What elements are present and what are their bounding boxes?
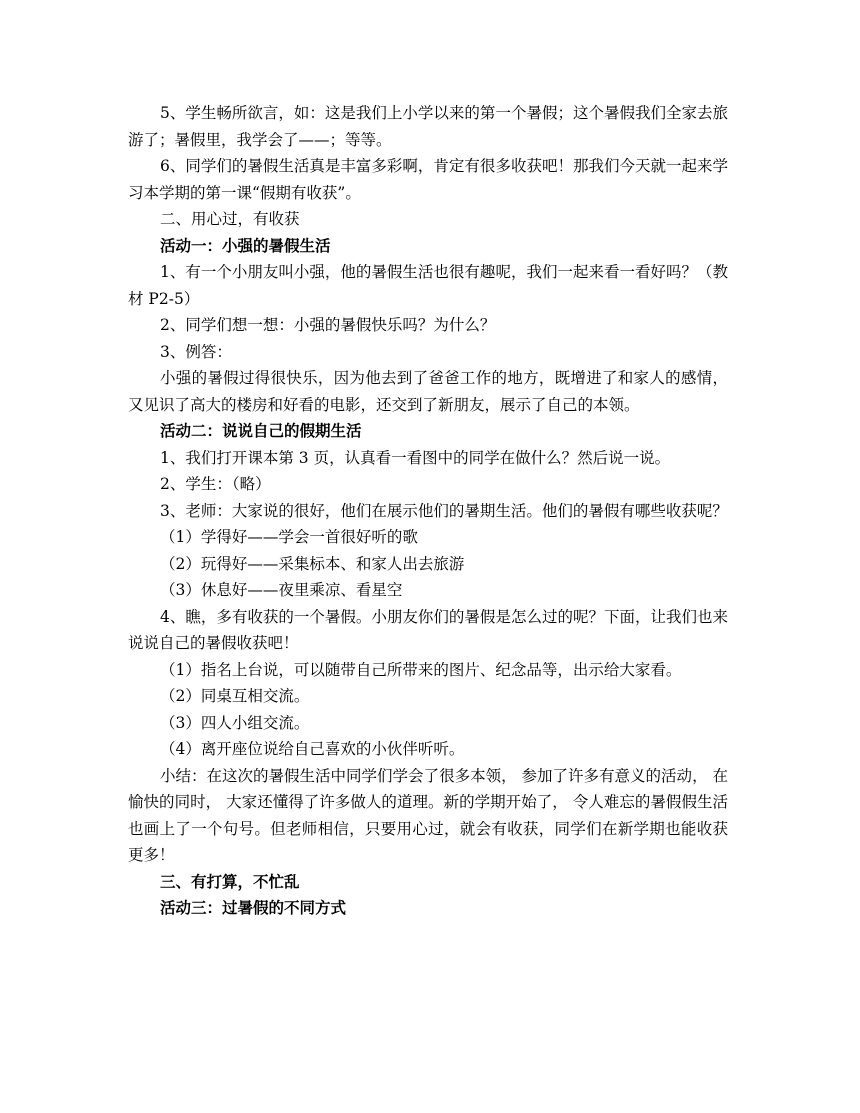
list-item: （3）四人小组交流。 (160, 713, 310, 732)
list-item: （3）休息好——夜里乘凉、看星空 (160, 581, 403, 599)
paragraph: 3、例答： (160, 342, 232, 361)
section-heading: 二、用心过，有收获 (160, 210, 300, 228)
list-item: （1）指名上台说，可以随带自己所带来的图片、纪念品等，出示给大家看。 (160, 660, 682, 679)
document-body (128, 100, 728, 922)
paragraph: 1、有一个小朋友叫小强，他的暑假生活也很有趣呢，我们一起来看一看好吗？（教材 P2-5） (128, 263, 728, 308)
activity-heading: 活动三：过暑假的不同方式 (160, 899, 347, 917)
list-item: （2）玩得好——采集标本、和家人出去旅游 (160, 554, 465, 573)
paragraph: 2、学生：（略） (160, 475, 271, 493)
summary-paragraph: 小结：在这次的暑假生活中同学们学会了很多本领， 参加了许多有意义的活动， 在愉快的同时， 大家还懂得了许多做人的道理。新的学期开始了， 令人难忘的暑假假生活也画上了一个句号。但老师相信，只要用心过，就会有收获，同学们在新学期也能收获更多！ (128, 766, 728, 864)
list-item: （2）同桌互相交流。 (160, 687, 310, 705)
section-heading: 三、有打算，不忙乱 (160, 872, 300, 891)
paragraph: 6、同学们的暑假生活真是丰富多彩啊，肯定有很多收获吧！那我们今天就一起来学习本学期的第一课“假期有收获”。 (128, 157, 728, 202)
activity-heading: 活动二：说说自己的假期生活 (160, 422, 362, 440)
paragraph: 3、老师：大家说的很好，他们在展示他们的暑期生活。他们的暑假有哪些收获呢？ (160, 501, 728, 520)
list-item: （4）离开座位说给自己喜欢的小伙伴听听。 (160, 740, 465, 758)
paragraph: 2、同学们想一想：小强的暑假快乐吗？为什么？ (160, 316, 496, 334)
paragraph: 小强的暑假过得很快乐，因为他去到了爸爸工作的地方，既增进了和家人的感情，又见识了高大的楼房和好看的电影，还交到了新朋友，展示了自己的本领。 (128, 369, 728, 414)
paragraph: 5、学生畅所欲言，如：这是我们上小学以来的第一个暑假；这个暑假我们全家去旅游了；暑假里，我学会了——；等等。 (128, 104, 728, 149)
activity-heading: 活动一：小强的暑假生活 (160, 236, 331, 255)
paragraph: 4、瞧，多有收获的一个暑假。小朋友你们的暑假是怎么过的呢？下面，让我们也来说说自己的暑假收获吧！ (128, 607, 728, 652)
paragraph: 1、我们打开课本第 3 页，认真看一看图中的同学在做什么？然后说一说。 (160, 448, 671, 467)
list-item: （1）学得好——学会一首很好听的歌 (160, 528, 418, 546)
